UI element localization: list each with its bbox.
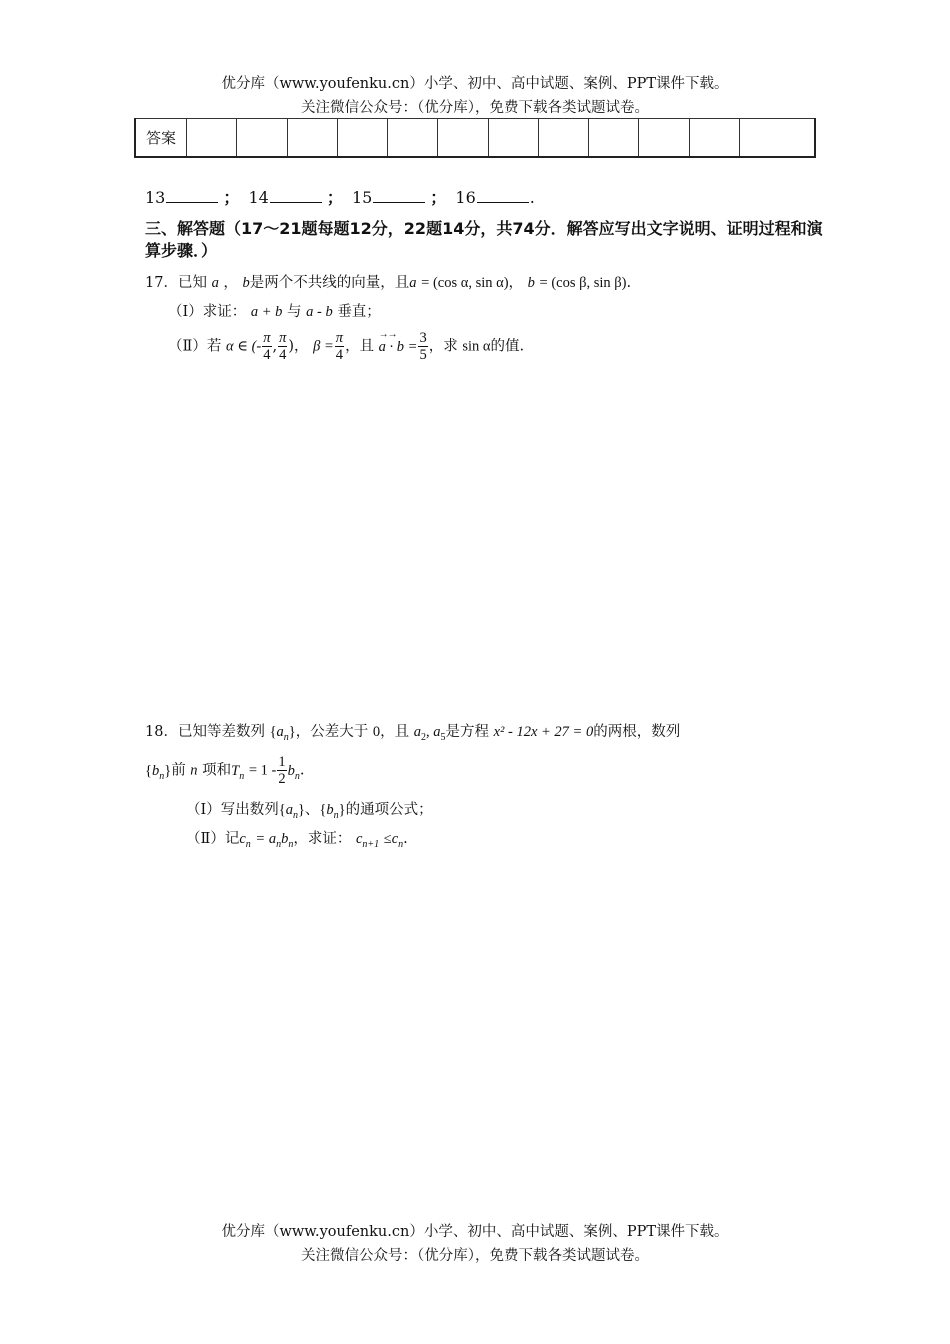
sequence-a: $\{a_n\}$ [278, 802, 305, 821]
blank-15[interactable] [373, 186, 425, 203]
q17-number: 17． [145, 275, 178, 291]
q17-part1-label: （Ⅰ）求证： [168, 304, 247, 320]
dot-product-expr: a · b = [378, 338, 418, 355]
roots-a2-a5: $a_2$, $a_5$ [413, 724, 446, 743]
vector-a: a [409, 275, 417, 291]
q17-text: 是两个不共线的向量，且 [249, 275, 410, 291]
q17-text: 垂直； [337, 304, 381, 320]
footer-line-1: 优分库（www.youfenku.cn）小学、初中、高中试题、案例、PPT课件下载。 [221, 1224, 729, 1240]
q18-zero: 0 [372, 724, 381, 740]
blank-16[interactable] [477, 186, 529, 203]
page-header [0, 72, 950, 120]
fraction-pi-over-4 [335, 330, 344, 363]
answer-cell[interactable] [538, 119, 588, 158]
alpha-interval: α ∈ (- [225, 338, 262, 355]
fraction-denominator: 4 [279, 347, 287, 363]
fraction-denominator: 4 [335, 347, 344, 363]
answer-cell[interactable] [488, 119, 538, 158]
q17-expr-sum: a + b [250, 304, 283, 320]
q17-text: ，且 [345, 338, 375, 355]
answer-cell[interactable] [287, 119, 337, 158]
q18-n: n [190, 762, 198, 779]
q18-part2: （Ⅱ）记$c_n = a_nb_n$，求证： $c_{n+1} \le c_n$. [186, 831, 408, 850]
q18-text: ，且 [380, 724, 410, 740]
q17-stem: 17．已知 a ， b是两个不共线的向量，且a = (cos α, sin α)， b = (cos β, sin β). [145, 275, 632, 291]
cn-definition: = $a_nb_n$ [255, 831, 294, 850]
answer-cell[interactable] [739, 119, 815, 158]
fraction-denominator: 4 [263, 347, 271, 363]
q17-text: 与 [287, 304, 302, 320]
sequence-a: $\{a_n\}$ [269, 724, 296, 743]
sequence-b: $\{b_n\}$ [145, 762, 172, 782]
blank-separator: ； [223, 188, 240, 207]
answer-cell[interactable] [388, 119, 438, 158]
blank-end: . [529, 188, 535, 207]
header-line-2: 关注微信公众号：（优分库），免费下载各类试题试卷。 [301, 100, 649, 116]
q18-text: ，公差大于 [295, 724, 369, 740]
tn: $T_n$ [231, 762, 245, 782]
bn: $b_n$ [287, 762, 300, 782]
vector-b: b [242, 275, 250, 291]
answer-cell[interactable] [187, 119, 237, 158]
q17-part2-label: （Ⅱ）若 [168, 338, 222, 355]
answer-cell[interactable] [639, 119, 689, 158]
cn-def-expr: = a [255, 831, 277, 847]
blank-label-14: 14 [248, 188, 269, 207]
blank-label-13: 13 [145, 188, 166, 207]
answer-table-label: 答案 [135, 119, 187, 158]
footer-line-2: 关注微信公众号：（优分库），免费下载各类试题试卷。 [301, 1248, 649, 1264]
q18-text: 的两根，数列 [593, 724, 681, 740]
q18-text: 的通项公式； [345, 802, 433, 818]
fraction-numerator: 3 [419, 330, 427, 346]
fill-in-blanks [145, 186, 535, 209]
cn-plus-1: $c_{n+1}$ [355, 831, 380, 850]
q18-stem [145, 721, 680, 749]
q17-def-b: = (cos β, sin β) [539, 275, 627, 291]
q17-text: 的值. [490, 338, 525, 355]
q18-one-minus: = 1 - [248, 762, 277, 779]
blank-separator: ； [326, 188, 343, 207]
fraction-numerator: 1 [278, 754, 286, 770]
fraction-numerator: π [263, 330, 271, 346]
vector-b: b [527, 275, 535, 291]
header-line-1: 优分库（www.youfenku.cn）小学、初中、高中试题、案例、PPT课件下载。 [221, 76, 729, 92]
q17-text: ，求 [428, 338, 458, 355]
q17-def-a: = (cos α, sin α) [421, 275, 509, 291]
sequence-b: $\{b_n\}$ [319, 802, 346, 821]
answer-cell[interactable] [337, 119, 387, 158]
fraction-1-over-2 [277, 754, 286, 787]
q18-text: 前 [171, 762, 186, 779]
answer-cell[interactable] [589, 119, 639, 158]
section-title: 三、解答题（17～21题每题12分，22题14分，共74分．解答应写出文字说明、证明过程和演算步骤．） [145, 219, 823, 260]
answer-cell[interactable] [237, 119, 287, 158]
fraction-denominator: 5 [419, 347, 427, 363]
blank-separator: ； [430, 188, 447, 207]
q17-part1 [168, 301, 381, 323]
blank-label-16: 16 [455, 188, 476, 207]
fraction-3-over-5 [418, 330, 427, 363]
blank-label-15: 15 [351, 188, 373, 207]
answer-cell[interactable] [689, 119, 739, 158]
cn: $c_n$ [239, 831, 251, 850]
cn: $c_n$ [391, 831, 404, 850]
beta-value: β = [313, 338, 334, 355]
answer-table [134, 118, 816, 158]
q18-text: 项和 [202, 762, 232, 779]
q18-inequality: ≤ [383, 831, 392, 847]
q17-part2: （Ⅱ）若 α ∈ (- $\frac{\pi}{4}$ , $\frac{\pi}{4}$ )， β = $\frac{\pi}{4}$ ，且 →→ a · b = $\frac{3}{5}$ ，求 sin α的值. [168, 328, 525, 363]
q18-part1 [186, 799, 433, 827]
q17-text: 已知 [177, 275, 207, 291]
fraction-numerator: π [335, 330, 344, 346]
blank-14[interactable] [270, 186, 322, 203]
q18-equation: x² - 12x + 27 = 0 [493, 724, 594, 740]
blank-13[interactable] [166, 186, 218, 203]
fraction-pi-over-4 [262, 330, 271, 363]
page-footer [0, 1220, 950, 1268]
vector-a: a [211, 275, 219, 291]
q18-text: 已知等差数列 [177, 724, 265, 740]
fraction-numerator: π [279, 330, 287, 346]
q18-number: 18． [145, 724, 178, 740]
fraction-pi-over-4 [278, 330, 287, 363]
sin-alpha: sin α [462, 338, 491, 355]
q18-text: 、 [304, 802, 320, 818]
q18-text: 是方程 [445, 724, 489, 740]
tn-symbol: T [231, 762, 240, 779]
answer-cell[interactable] [438, 119, 488, 158]
q18-stem-2: $\{b_n\}$前 n 项和$T_n = 1$ - $\frac{1}{2}$ $b_n$. [145, 754, 305, 787]
dot-product: →→ a · b = [378, 328, 418, 355]
q17-expr-diff: a - b [306, 304, 333, 320]
q18-text: ，求证： [293, 831, 352, 847]
q18-part2-label: （Ⅱ）记 [186, 831, 240, 847]
q18-part1-label: （Ⅰ）写出数列 [186, 802, 279, 818]
fraction-denominator: 2 [278, 771, 286, 787]
